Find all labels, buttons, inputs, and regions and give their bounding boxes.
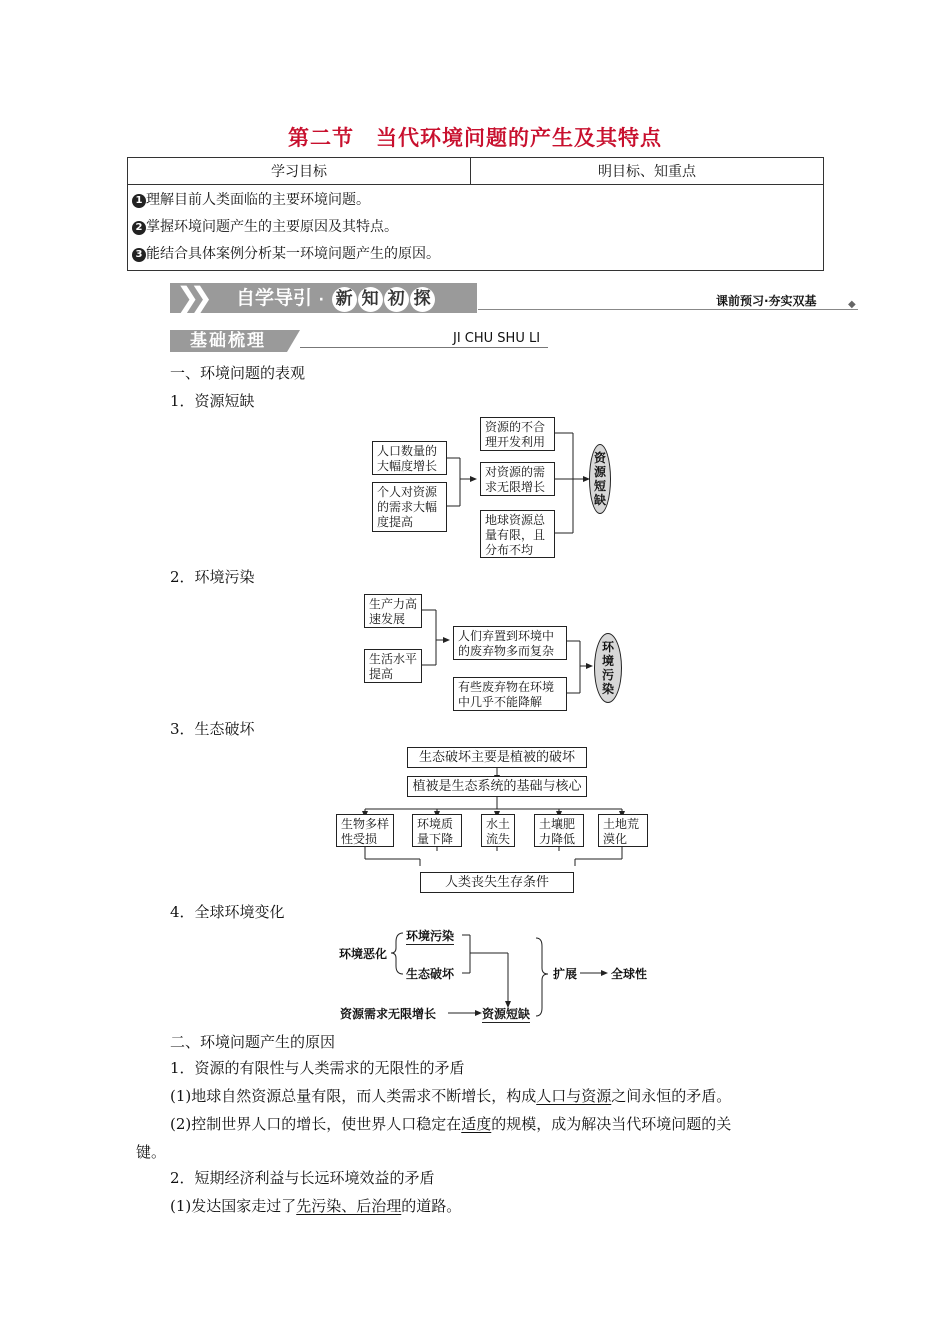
d1-mid-center-box: 对资源的需求无限增长 bbox=[480, 462, 555, 496]
banner-title: 自学导引 · 新 知 初 探 bbox=[236, 283, 435, 315]
goal-number-icon: 1 bbox=[132, 194, 146, 208]
d2-mid-bottom-box: 有些废弃物在环境中几乎不能降解 bbox=[453, 677, 567, 711]
goals-header-right: 明目标、知重点 bbox=[471, 158, 824, 185]
d4-expand-label: 扩展 bbox=[553, 967, 578, 981]
subheading-3: 3．生态破坏 bbox=[170, 720, 255, 738]
d4-branch-2: 生态破坏 bbox=[406, 967, 455, 981]
goals-header-left: 学习目标 bbox=[128, 158, 471, 185]
goal-number-icon: 3 bbox=[132, 248, 146, 262]
heading-one: 一、环境问题的表观 bbox=[170, 364, 306, 382]
paragraph-1-1: (1)地球自然资源总量有限，而人类需求不断增长，构成人口与资源之间永恒的矛盾。 bbox=[170, 1087, 732, 1105]
d1-left-bottom-box: 个人对资源的需求大幅度提高 bbox=[372, 482, 447, 532]
d1-left-top-box: 人口数量的大幅度增长 bbox=[372, 441, 447, 475]
section-tag-pinyin: JI CHU SHU LI bbox=[453, 331, 541, 346]
d3-item-box: 环境质量下降 bbox=[412, 814, 462, 847]
d3-item-box: 土壤肥力降低 bbox=[534, 814, 584, 847]
diamond-icon: ◆ bbox=[848, 299, 856, 310]
d3-top-box: 生态破坏主要是植被的破坏 bbox=[407, 747, 587, 768]
d3-item-box: 生物多样性受损 bbox=[336, 814, 394, 847]
d3-item-box: 土地荒漠化 bbox=[598, 814, 648, 847]
page-title: 第二节 当代环境问题的产生及其特点 bbox=[288, 125, 662, 150]
subheading-2: 2．环境污染 bbox=[170, 568, 255, 586]
subheading-4: 4．全球环境变化 bbox=[170, 903, 285, 921]
paragraph-1-2: (2)控制世界人口的增长，使世界人口稳定在适度的规模，成为解决当代环境问题的关 bbox=[170, 1115, 732, 1133]
d4-result-bottom: 资源短缺 bbox=[482, 1007, 531, 1021]
d3-second-box: 植被是生态系统的基础与核心 bbox=[407, 776, 587, 797]
d2-left-top-box: 生产力高速发展 bbox=[364, 594, 422, 628]
chevron-double-icon: ❯❯ bbox=[176, 281, 203, 314]
goal-number-icon: 2 bbox=[132, 221, 146, 235]
paragraph-2-1: (1)发达国家走过了先污染、后治理的道路。 bbox=[170, 1197, 462, 1215]
goal-item: 3 能结合具体案例分析某一环境问题产生的原因。 bbox=[132, 241, 819, 268]
section-tag-label: 基础梳理 bbox=[190, 331, 266, 351]
d2-result-ellipse: 环境污染 bbox=[594, 633, 622, 703]
subheading-1: 1．资源短缺 bbox=[170, 392, 255, 410]
d2-left-bottom-box: 生活水平提高 bbox=[364, 649, 422, 683]
d3-bottom-box: 人类丧失生存条件 bbox=[420, 872, 574, 893]
paragraph-1-2-cont: 键。 bbox=[136, 1143, 167, 1161]
banner-subtitle: 课前预习·夯实双基 bbox=[716, 294, 817, 308]
d4-left-bottom-label: 资源需求无限增长 bbox=[340, 1007, 437, 1021]
d1-result-ellipse: 资源短缺 bbox=[589, 444, 611, 514]
d1-mid-top-box: 资源的不合理开发利用 bbox=[480, 417, 555, 451]
paragraph-title-1: 1．资源的有限性与人类需求的无限性的矛盾 bbox=[170, 1059, 465, 1077]
heading-two: 二、环境问题产生的原因 bbox=[170, 1033, 336, 1051]
d4-branch-1: 环境污染 bbox=[406, 929, 455, 943]
d2-mid-top-box: 人们弃置到环境中的废弃物多而复杂 bbox=[453, 626, 567, 660]
d1-mid-bottom-box: 地球资源总量有限，且分布不均 bbox=[480, 510, 555, 558]
d3-item-box: 水土流失 bbox=[481, 814, 515, 847]
d4-global-label: 全球性 bbox=[611, 967, 648, 981]
goal-item: 2 掌握环境问题产生的主要原因及其特点。 bbox=[132, 214, 819, 241]
goal-item: 1 理解目前人类面临的主要环境问题。 bbox=[132, 187, 819, 214]
paragraph-title-2: 2．短期经济利益与长远环境效益的矛盾 bbox=[170, 1169, 435, 1187]
d4-left-label: 环境恶化 bbox=[339, 947, 388, 961]
